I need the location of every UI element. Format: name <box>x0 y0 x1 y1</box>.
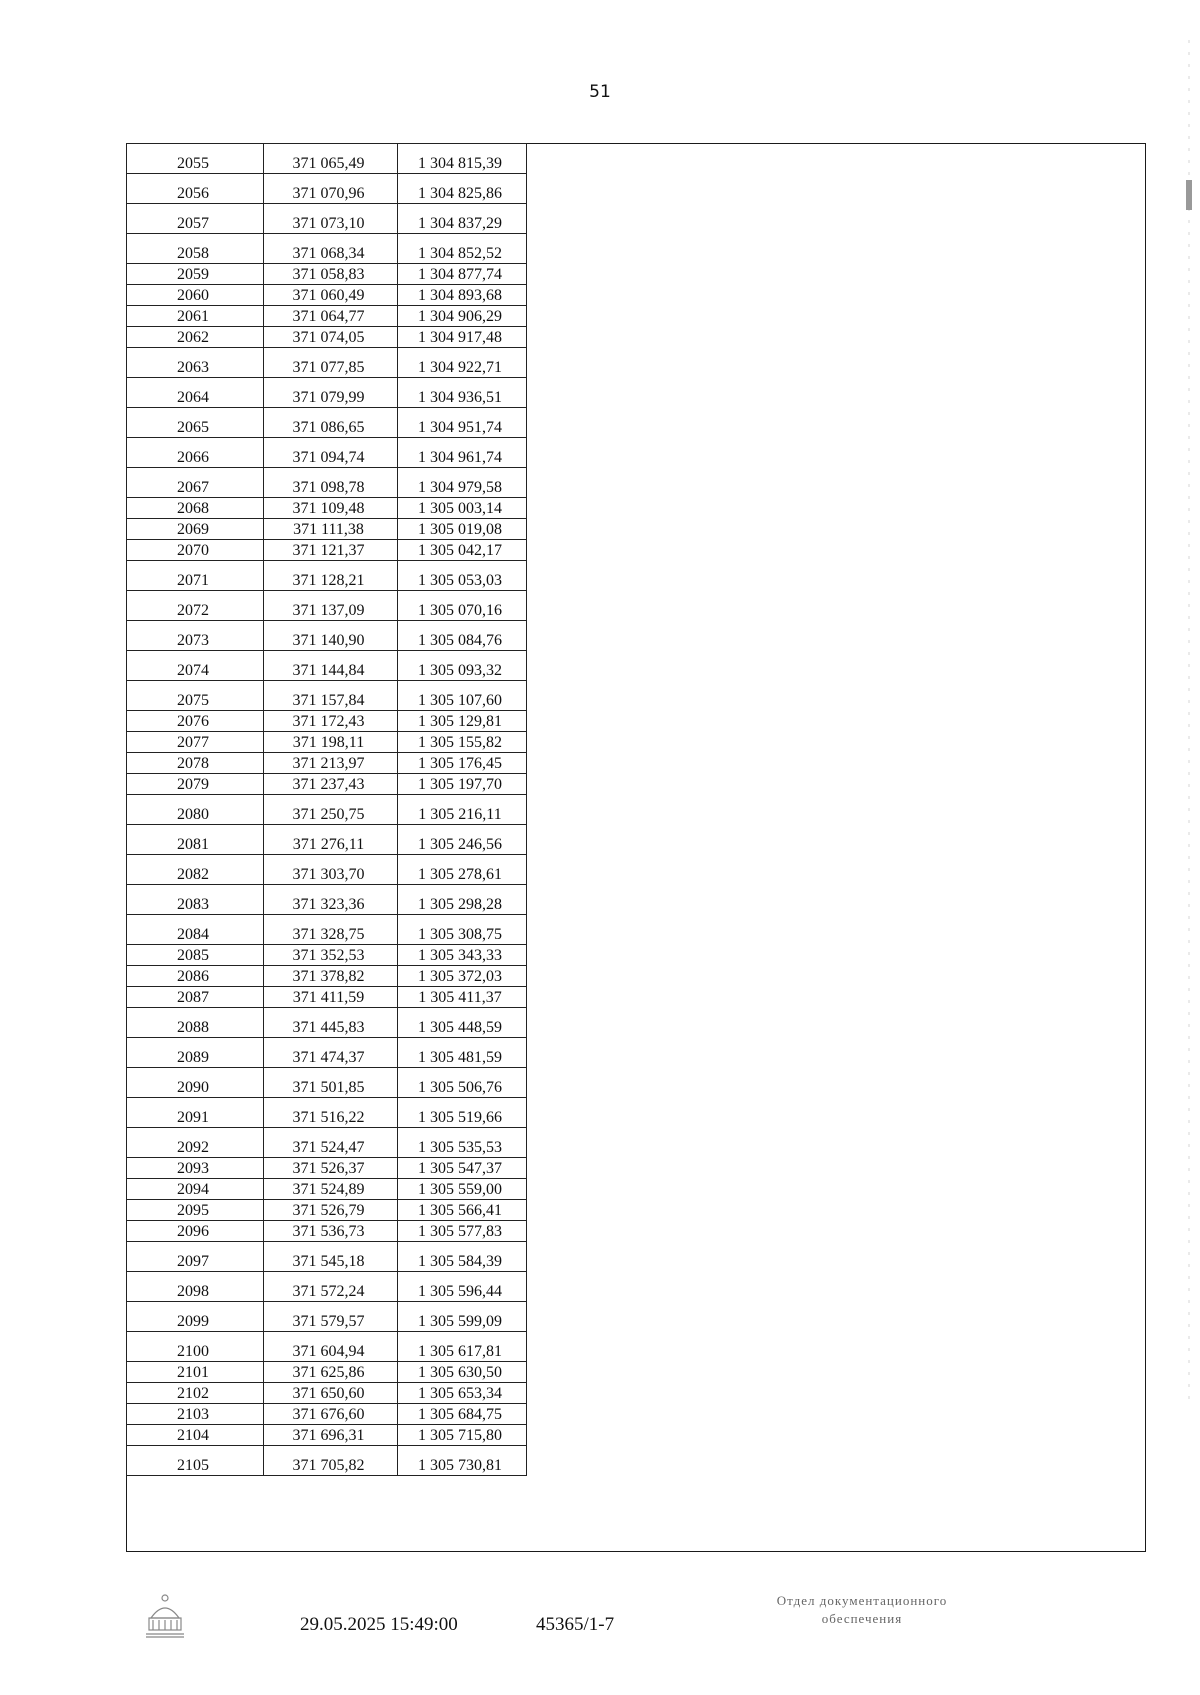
x-coordinate-cell: 371 411,59 <box>264 987 398 1008</box>
y-coordinate-cell: 1 305 308,75 <box>398 915 527 945</box>
point-number-cell: 2073 <box>127 621 264 651</box>
x-coordinate-cell: 371 073,10 <box>264 204 398 234</box>
footer-department <box>712 1592 1012 1628</box>
table-row <box>127 1200 527 1221</box>
table-row <box>127 1098 527 1128</box>
coordinates-table-body <box>127 144 527 1476</box>
point-number-cell: 2084 <box>127 915 264 945</box>
y-coordinate-cell: 1 305 129,81 <box>398 711 527 732</box>
y-coordinate-cell: 1 305 617,81 <box>398 1332 527 1362</box>
y-coordinate-cell: 1 305 547,37 <box>398 1158 527 1179</box>
x-coordinate-cell: 371 579,57 <box>264 1302 398 1332</box>
table-row <box>127 1008 527 1038</box>
table-row <box>127 1158 527 1179</box>
table-row <box>127 519 527 540</box>
x-coordinate-cell: 371 128,21 <box>264 561 398 591</box>
table-row <box>127 591 527 621</box>
y-coordinate-cell: 1 304 877,74 <box>398 264 527 285</box>
point-number-cell: 2081 <box>127 825 264 855</box>
x-coordinate-cell: 371 094,74 <box>264 438 398 468</box>
y-coordinate-cell: 1 304 917,48 <box>398 327 527 348</box>
point-number-cell: 2087 <box>127 987 264 1008</box>
y-coordinate-cell: 1 305 519,66 <box>398 1098 527 1128</box>
table-row <box>127 1404 527 1425</box>
table-row <box>127 855 527 885</box>
point-number-cell: 2095 <box>127 1200 264 1221</box>
table-row <box>127 1446 527 1476</box>
point-number-cell: 2064 <box>127 378 264 408</box>
x-coordinate-cell: 371 077,85 <box>264 348 398 378</box>
x-coordinate-cell: 371 068,34 <box>264 234 398 264</box>
table-row <box>127 987 527 1008</box>
y-coordinate-cell: 1 304 825,86 <box>398 174 527 204</box>
y-coordinate-cell: 1 304 893,68 <box>398 285 527 306</box>
x-coordinate-cell: 371 198,11 <box>264 732 398 753</box>
table-row <box>127 498 527 519</box>
point-number-cell: 2077 <box>127 732 264 753</box>
footer-department-line1: Отдел документационного <box>776 1593 948 1608</box>
x-coordinate-cell: 371 696,31 <box>264 1425 398 1446</box>
table-row <box>127 1068 527 1098</box>
table-row <box>127 885 527 915</box>
point-number-cell: 2101 <box>127 1362 264 1383</box>
y-coordinate-cell: 1 304 922,71 <box>398 348 527 378</box>
point-number-cell: 2076 <box>127 711 264 732</box>
x-coordinate-cell: 371 328,75 <box>264 915 398 945</box>
x-coordinate-cell: 371 474,37 <box>264 1038 398 1068</box>
x-coordinate-cell: 371 157,84 <box>264 681 398 711</box>
point-number-cell: 2085 <box>127 945 264 966</box>
coordinates-table-frame <box>126 143 1146 1552</box>
x-coordinate-cell: 371 058,83 <box>264 264 398 285</box>
point-number-cell: 2068 <box>127 498 264 519</box>
scan-margin-marks <box>1184 40 1194 1400</box>
y-coordinate-cell: 1 304 852,52 <box>398 234 527 264</box>
table-row <box>127 264 527 285</box>
y-coordinate-cell: 1 305 176,45 <box>398 753 527 774</box>
table-row <box>127 1128 527 1158</box>
point-number-cell: 2090 <box>127 1068 264 1098</box>
point-number-cell: 2067 <box>127 468 264 498</box>
table-row <box>127 681 527 711</box>
point-number-cell: 2092 <box>127 1128 264 1158</box>
x-coordinate-cell: 371 074,05 <box>264 327 398 348</box>
point-number-cell: 2086 <box>127 966 264 987</box>
x-coordinate-cell: 371 524,47 <box>264 1128 398 1158</box>
x-coordinate-cell: 371 250,75 <box>264 795 398 825</box>
x-coordinate-cell: 371 070,96 <box>264 174 398 204</box>
y-coordinate-cell: 1 304 951,74 <box>398 408 527 438</box>
x-coordinate-cell: 371 172,43 <box>264 711 398 732</box>
point-number-cell: 2094 <box>127 1179 264 1200</box>
y-coordinate-cell: 1 305 197,70 <box>398 774 527 795</box>
y-coordinate-cell: 1 305 566,41 <box>398 1200 527 1221</box>
point-number-cell: 2097 <box>127 1242 264 1272</box>
point-number-cell: 2099 <box>127 1302 264 1332</box>
y-coordinate-cell: 1 305 155,82 <box>398 732 527 753</box>
y-coordinate-cell: 1 304 906,29 <box>398 306 527 327</box>
y-coordinate-cell: 1 305 584,39 <box>398 1242 527 1272</box>
table-row <box>127 1242 527 1272</box>
point-number-cell: 2065 <box>127 408 264 438</box>
y-coordinate-cell: 1 305 003,14 <box>398 498 527 519</box>
x-coordinate-cell: 371 144,84 <box>264 651 398 681</box>
point-number-cell: 2059 <box>127 264 264 285</box>
x-coordinate-cell: 371 378,82 <box>264 966 398 987</box>
x-coordinate-cell: 371 137,09 <box>264 591 398 621</box>
point-number-cell: 2080 <box>127 795 264 825</box>
point-number-cell: 2093 <box>127 1158 264 1179</box>
x-coordinate-cell: 371 079,99 <box>264 378 398 408</box>
y-coordinate-cell: 1 305 715,80 <box>398 1425 527 1446</box>
y-coordinate-cell: 1 305 653,34 <box>398 1383 527 1404</box>
y-coordinate-cell: 1 305 577,83 <box>398 1221 527 1242</box>
table-row <box>127 732 527 753</box>
y-coordinate-cell: 1 305 372,03 <box>398 966 527 987</box>
point-number-cell: 2069 <box>127 519 264 540</box>
y-coordinate-cell: 1 305 343,33 <box>398 945 527 966</box>
table-row <box>127 753 527 774</box>
table-row <box>127 468 527 498</box>
point-number-cell: 2058 <box>127 234 264 264</box>
point-number-cell: 2088 <box>127 1008 264 1038</box>
table-row <box>127 438 527 468</box>
y-coordinate-cell: 1 305 070,16 <box>398 591 527 621</box>
y-coordinate-cell: 1 305 559,00 <box>398 1179 527 1200</box>
x-coordinate-cell: 371 705,82 <box>264 1446 398 1476</box>
y-coordinate-cell: 1 305 084,76 <box>398 621 527 651</box>
table-row <box>127 1332 527 1362</box>
table-row <box>127 1383 527 1404</box>
y-coordinate-cell: 1 305 730,81 <box>398 1446 527 1476</box>
x-coordinate-cell: 371 501,85 <box>264 1068 398 1098</box>
x-coordinate-cell: 371 650,60 <box>264 1383 398 1404</box>
y-coordinate-cell: 1 305 684,75 <box>398 1404 527 1425</box>
point-number-cell: 2074 <box>127 651 264 681</box>
point-number-cell: 2098 <box>127 1272 264 1302</box>
table-row <box>127 1425 527 1446</box>
table-row <box>127 1038 527 1068</box>
point-number-cell: 2055 <box>127 144 264 174</box>
x-coordinate-cell: 371 572,24 <box>264 1272 398 1302</box>
table-row <box>127 915 527 945</box>
y-coordinate-cell: 1 305 298,28 <box>398 885 527 915</box>
x-coordinate-cell: 371 604,94 <box>264 1332 398 1362</box>
y-coordinate-cell: 1 305 019,08 <box>398 519 527 540</box>
table-row <box>127 306 527 327</box>
table-row <box>127 234 527 264</box>
y-coordinate-cell: 1 305 506,76 <box>398 1068 527 1098</box>
point-number-cell: 2100 <box>127 1332 264 1362</box>
y-coordinate-cell: 1 305 535,53 <box>398 1128 527 1158</box>
x-coordinate-cell: 371 060,49 <box>264 285 398 306</box>
point-number-cell: 2066 <box>127 438 264 468</box>
point-number-cell: 2071 <box>127 561 264 591</box>
point-number-cell: 2102 <box>127 1383 264 1404</box>
point-number-cell: 2070 <box>127 540 264 561</box>
x-coordinate-cell: 371 323,36 <box>264 885 398 915</box>
x-coordinate-cell: 371 516,22 <box>264 1098 398 1128</box>
point-number-cell: 2057 <box>127 204 264 234</box>
point-number-cell: 2056 <box>127 174 264 204</box>
y-coordinate-cell: 1 305 278,61 <box>398 855 527 885</box>
x-coordinate-cell: 371 676,60 <box>264 1404 398 1425</box>
x-coordinate-cell: 371 276,11 <box>264 825 398 855</box>
point-number-cell: 2078 <box>127 753 264 774</box>
x-coordinate-cell: 371 625,86 <box>264 1362 398 1383</box>
y-coordinate-cell: 1 305 448,59 <box>398 1008 527 1038</box>
y-coordinate-cell: 1 305 107,60 <box>398 681 527 711</box>
point-number-cell: 2096 <box>127 1221 264 1242</box>
coordinates-table <box>126 143 527 1476</box>
x-coordinate-cell: 371 109,48 <box>264 498 398 519</box>
table-row <box>127 621 527 651</box>
point-number-cell: 2091 <box>127 1098 264 1128</box>
x-coordinate-cell: 371 237,43 <box>264 774 398 795</box>
point-number-cell: 2079 <box>127 774 264 795</box>
table-row <box>127 1221 527 1242</box>
x-coordinate-cell: 371 213,97 <box>264 753 398 774</box>
x-coordinate-cell: 371 445,83 <box>264 1008 398 1038</box>
table-row <box>127 711 527 732</box>
footer-reg-number: 45365/1-7 <box>536 1614 615 1635</box>
table-row <box>127 174 527 204</box>
x-coordinate-cell: 371 086,65 <box>264 408 398 438</box>
y-coordinate-cell: 1 304 837,29 <box>398 204 527 234</box>
y-coordinate-cell: 1 305 596,44 <box>398 1272 527 1302</box>
table-row <box>127 1272 527 1302</box>
table-row <box>127 651 527 681</box>
x-coordinate-cell: 371 064,77 <box>264 306 398 327</box>
emblem-icon <box>143 1590 187 1640</box>
footer-department-line2: обеспечения <box>821 1611 903 1626</box>
point-number-cell: 2103 <box>127 1404 264 1425</box>
y-coordinate-cell: 1 305 411,37 <box>398 987 527 1008</box>
table-row <box>127 1362 527 1383</box>
x-coordinate-cell: 371 098,78 <box>264 468 398 498</box>
x-coordinate-cell: 371 352,53 <box>264 945 398 966</box>
y-coordinate-cell: 1 305 599,09 <box>398 1302 527 1332</box>
x-coordinate-cell: 371 111,38 <box>264 519 398 540</box>
point-number-cell: 2072 <box>127 591 264 621</box>
point-number-cell: 2105 <box>127 1446 264 1476</box>
point-number-cell: 2083 <box>127 885 264 915</box>
point-number-cell: 2089 <box>127 1038 264 1068</box>
table-row <box>127 825 527 855</box>
table-row <box>127 1302 527 1332</box>
y-coordinate-cell: 1 305 042,17 <box>398 540 527 561</box>
table-row <box>127 144 527 174</box>
y-coordinate-cell: 1 304 979,58 <box>398 468 527 498</box>
table-row <box>127 408 527 438</box>
y-coordinate-cell: 1 305 246,56 <box>398 825 527 855</box>
table-row <box>127 795 527 825</box>
y-coordinate-cell: 1 305 053,03 <box>398 561 527 591</box>
y-coordinate-cell: 1 304 815,39 <box>398 144 527 174</box>
table-row <box>127 285 527 306</box>
table-row <box>127 561 527 591</box>
x-coordinate-cell: 371 524,89 <box>264 1179 398 1200</box>
point-number-cell: 2062 <box>127 327 264 348</box>
table-row <box>127 378 527 408</box>
page-number: 51 <box>589 82 611 102</box>
y-coordinate-cell: 1 304 936,51 <box>398 378 527 408</box>
y-coordinate-cell: 1 305 093,32 <box>398 651 527 681</box>
table-row <box>127 540 527 561</box>
y-coordinate-cell: 1 304 961,74 <box>398 438 527 468</box>
x-coordinate-cell: 371 536,73 <box>264 1221 398 1242</box>
y-coordinate-cell: 1 305 216,11 <box>398 795 527 825</box>
table-row <box>127 327 527 348</box>
x-coordinate-cell: 371 526,79 <box>264 1200 398 1221</box>
x-coordinate-cell: 371 526,37 <box>264 1158 398 1179</box>
y-coordinate-cell: 1 305 630,50 <box>398 1362 527 1383</box>
x-coordinate-cell: 371 121,37 <box>264 540 398 561</box>
x-coordinate-cell: 371 303,70 <box>264 855 398 885</box>
x-coordinate-cell: 371 545,18 <box>264 1242 398 1272</box>
x-coordinate-cell: 371 140,90 <box>264 621 398 651</box>
point-number-cell: 2063 <box>127 348 264 378</box>
point-number-cell: 2075 <box>127 681 264 711</box>
table-row <box>127 774 527 795</box>
table-row <box>127 966 527 987</box>
y-coordinate-cell: 1 305 481,59 <box>398 1038 527 1068</box>
table-row <box>127 1179 527 1200</box>
point-number-cell: 2061 <box>127 306 264 327</box>
table-row <box>127 945 527 966</box>
point-number-cell: 2060 <box>127 285 264 306</box>
table-row <box>127 204 527 234</box>
table-row <box>127 348 527 378</box>
footer-datetime: 29.05.2025 15:49:00 <box>300 1614 458 1635</box>
point-number-cell: 2082 <box>127 855 264 885</box>
x-coordinate-cell: 371 065,49 <box>264 144 398 174</box>
point-number-cell: 2104 <box>127 1425 264 1446</box>
